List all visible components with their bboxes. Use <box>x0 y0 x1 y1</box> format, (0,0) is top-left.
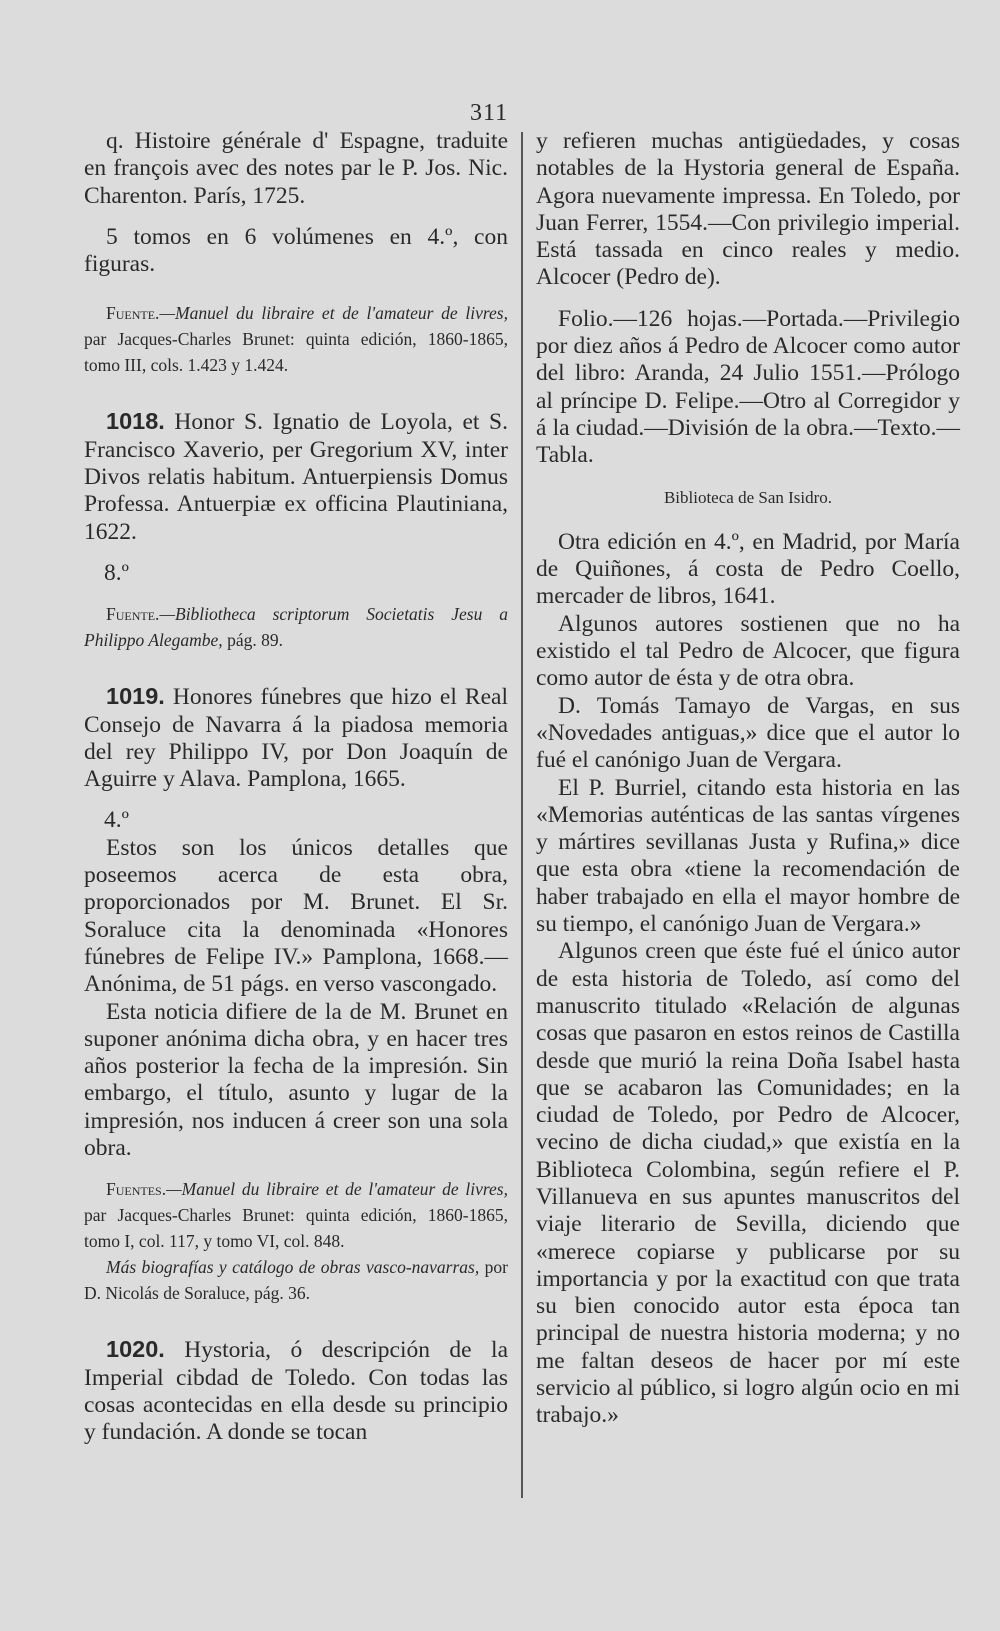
entry-1018-source <box>84 601 508 653</box>
entry-1018-format: 8.º <box>104 559 129 586</box>
library-location: Biblioteca de San Isidro. <box>663 487 833 507</box>
entry-1020-description: Folio.—126 hojas.—Portada.—Privilegio por diez años á Pedro de Alcocer como autor del libro: Aranda, 24 Julio 1551.—Prólogo al príncipe D. Felipe.—Otro al Corregidor y á la ciudad.—División de la obra.—Texto.—Tabla. <box>536 305 960 469</box>
entry-1019-note-2: Esta noticia difiere de la de M. Brunet en suponer anónima dicha obra, y en hacer tres años posterior la fecha de la impresión. Sin embargo, el título, asunto y lugar de la impresión, nos inducen á creer son una sola obra. <box>84 998 508 1162</box>
entry-1019-source-2 <box>84 1254 508 1306</box>
entry-1020-continuation: y refieren muchas antigüedades, y cosas notables de la Hystoria general de España. Agora nuevamente impressa. En Toledo, por Juan Ferrer, 1554.—Con privilegio imperial. Está tassada en cinco reales y medio. Alcocer (Pedro de). <box>536 128 960 291</box>
source-title: —Manuel du libraire et de l'amateur de livres, <box>166 1179 508 1200</box>
note-authorship: Algunos autores sostienen que no ha existido el tal Pedro de Alcocer, que figura como autor de ésta y de otra obra. <box>536 610 960 692</box>
entry-1019-format: 4.º <box>104 807 129 834</box>
left-column <box>84 128 508 1447</box>
note-villanueva: Algunos creen que éste fué el único autor de esta historia de Toledo, así como del manuscrito titulado «Relación de algunas cosas que pasaron en estos reinos de Castilla desde que murió la reina Doña Isabel hasta que se acabaron las Comunidades; en la ciudad de Toledo, por Pedro de Alcocer, vecino de dicha ciudad,» que existía en la Biblioteca Colombina, según refiere el P. Villanueva en sus apuntes manuscritos del viaje literario de Sevilla, diciendo que «merece copiarse y publicarse por su importancia y por la exactitud con que trata su bien conocido autor esta época tan principal de nuestra historia moderna; y no me faltan deseos de hacer por mí este servicio al público, si logro algún ocio en mi trabajo.» <box>536 938 960 1429</box>
note-burriel: El P. Burriel, citando esta historia en las «Memorias auténticas de las santas vírgenes y mártires sevillanas Justa y Rufina,» dice que esta obra «tiene la recomendación de haber trabajado en ella el mayor hombre de su tiempo, el canónigo Juan de Vergara.» <box>536 774 960 938</box>
entry-title: Honores fúnebres que hizo el Real Consejo de Navarra á la piadosa memoria del rey Philippo IV, por Don Joaquín de Aguirre y Alava. Pamplona, 1665. <box>84 684 508 793</box>
source-details: par Jacques-Charles Brunet: quinta edición, 1860-1865, tomo I, col. 117, y tomo VI, col. 848. <box>84 1205 508 1252</box>
entry-q-format: 5 tomos en 6 volúmenes en 4.º, con figuras. <box>84 223 508 278</box>
right-column <box>536 128 960 1430</box>
entry-q-source <box>84 300 508 378</box>
entry-1019 <box>84 683 508 793</box>
entry-number: 1018. <box>106 408 165 435</box>
source-details: par Jacques-Charles Brunet: quinta edición, 1860-1865, tomo III, cols. 1.423 y 1.424. <box>84 329 508 376</box>
entry-title: Honor S. Ignatio de Loyola, et S. Francisco Xaverio, per Gregorium XV, inter Divos relatis habitum. Antuerpiensis Domus Professa. Antuerpiæ ex officina Plautiniana, 1622. <box>84 409 508 545</box>
source-title: —Manuel du libraire et de l'amateur de livres, <box>159 303 508 324</box>
entry-1019-source <box>84 1176 508 1254</box>
source-details: pág. 89. <box>222 630 283 651</box>
page-number: 311 <box>470 100 509 126</box>
source-details: por D. Nicolás de Soraluce, pág. 36. <box>84 1257 508 1304</box>
source-label: Fuente. <box>106 604 160 625</box>
entry-1020 <box>84 1336 508 1446</box>
source-label: Fuentes. <box>106 1179 167 1200</box>
note-other-edition: Otra edición en 4.º, en Madrid, por María de Quiñones, á costa de Pedro Coello, mercader de libros, 1641. <box>536 528 960 610</box>
entry-number: 1019. <box>106 683 165 710</box>
note-tamayo: D. Tomás Tamayo de Vargas, en sus «Novedades antiguas,» dice que el autor lo fué el canónigo Juan de Vergara. <box>536 692 960 774</box>
entry-title: Hystoria, ó descripción de la Imperial cibdad de Toledo. Con todas las cosas acontecidas en ella desde su principio y fundación. A donde se tocan <box>84 1337 508 1446</box>
entry-q-text: q. Histoire générale d' Espagne, traduite en françois avec des notes par le P. Jos. Nic. Charenton. París, 1725. <box>84 128 508 209</box>
column-divider <box>521 132 523 1498</box>
source-title: —Bibliotheca scriptorum Societatis Jesu a Philippo Alegambe, <box>84 604 508 651</box>
entry-number: 1020. <box>106 1336 165 1363</box>
source-title: Más biografías y catálogo de obras vasco-navarras, <box>106 1257 480 1278</box>
entry-1018 <box>84 408 508 545</box>
source-label: Fuente. <box>106 303 160 324</box>
entry-1019-note-1: Estos son los únicos detalles que poseemos acerca de esta obra, proporcionados por M. Brunet. El Sr. Soraluce cita la denominada «Honores fúnebres de Felipe IV.» Pamplona, 1668.—Anónima, de 51 págs. en verso vascongado. <box>84 834 508 998</box>
